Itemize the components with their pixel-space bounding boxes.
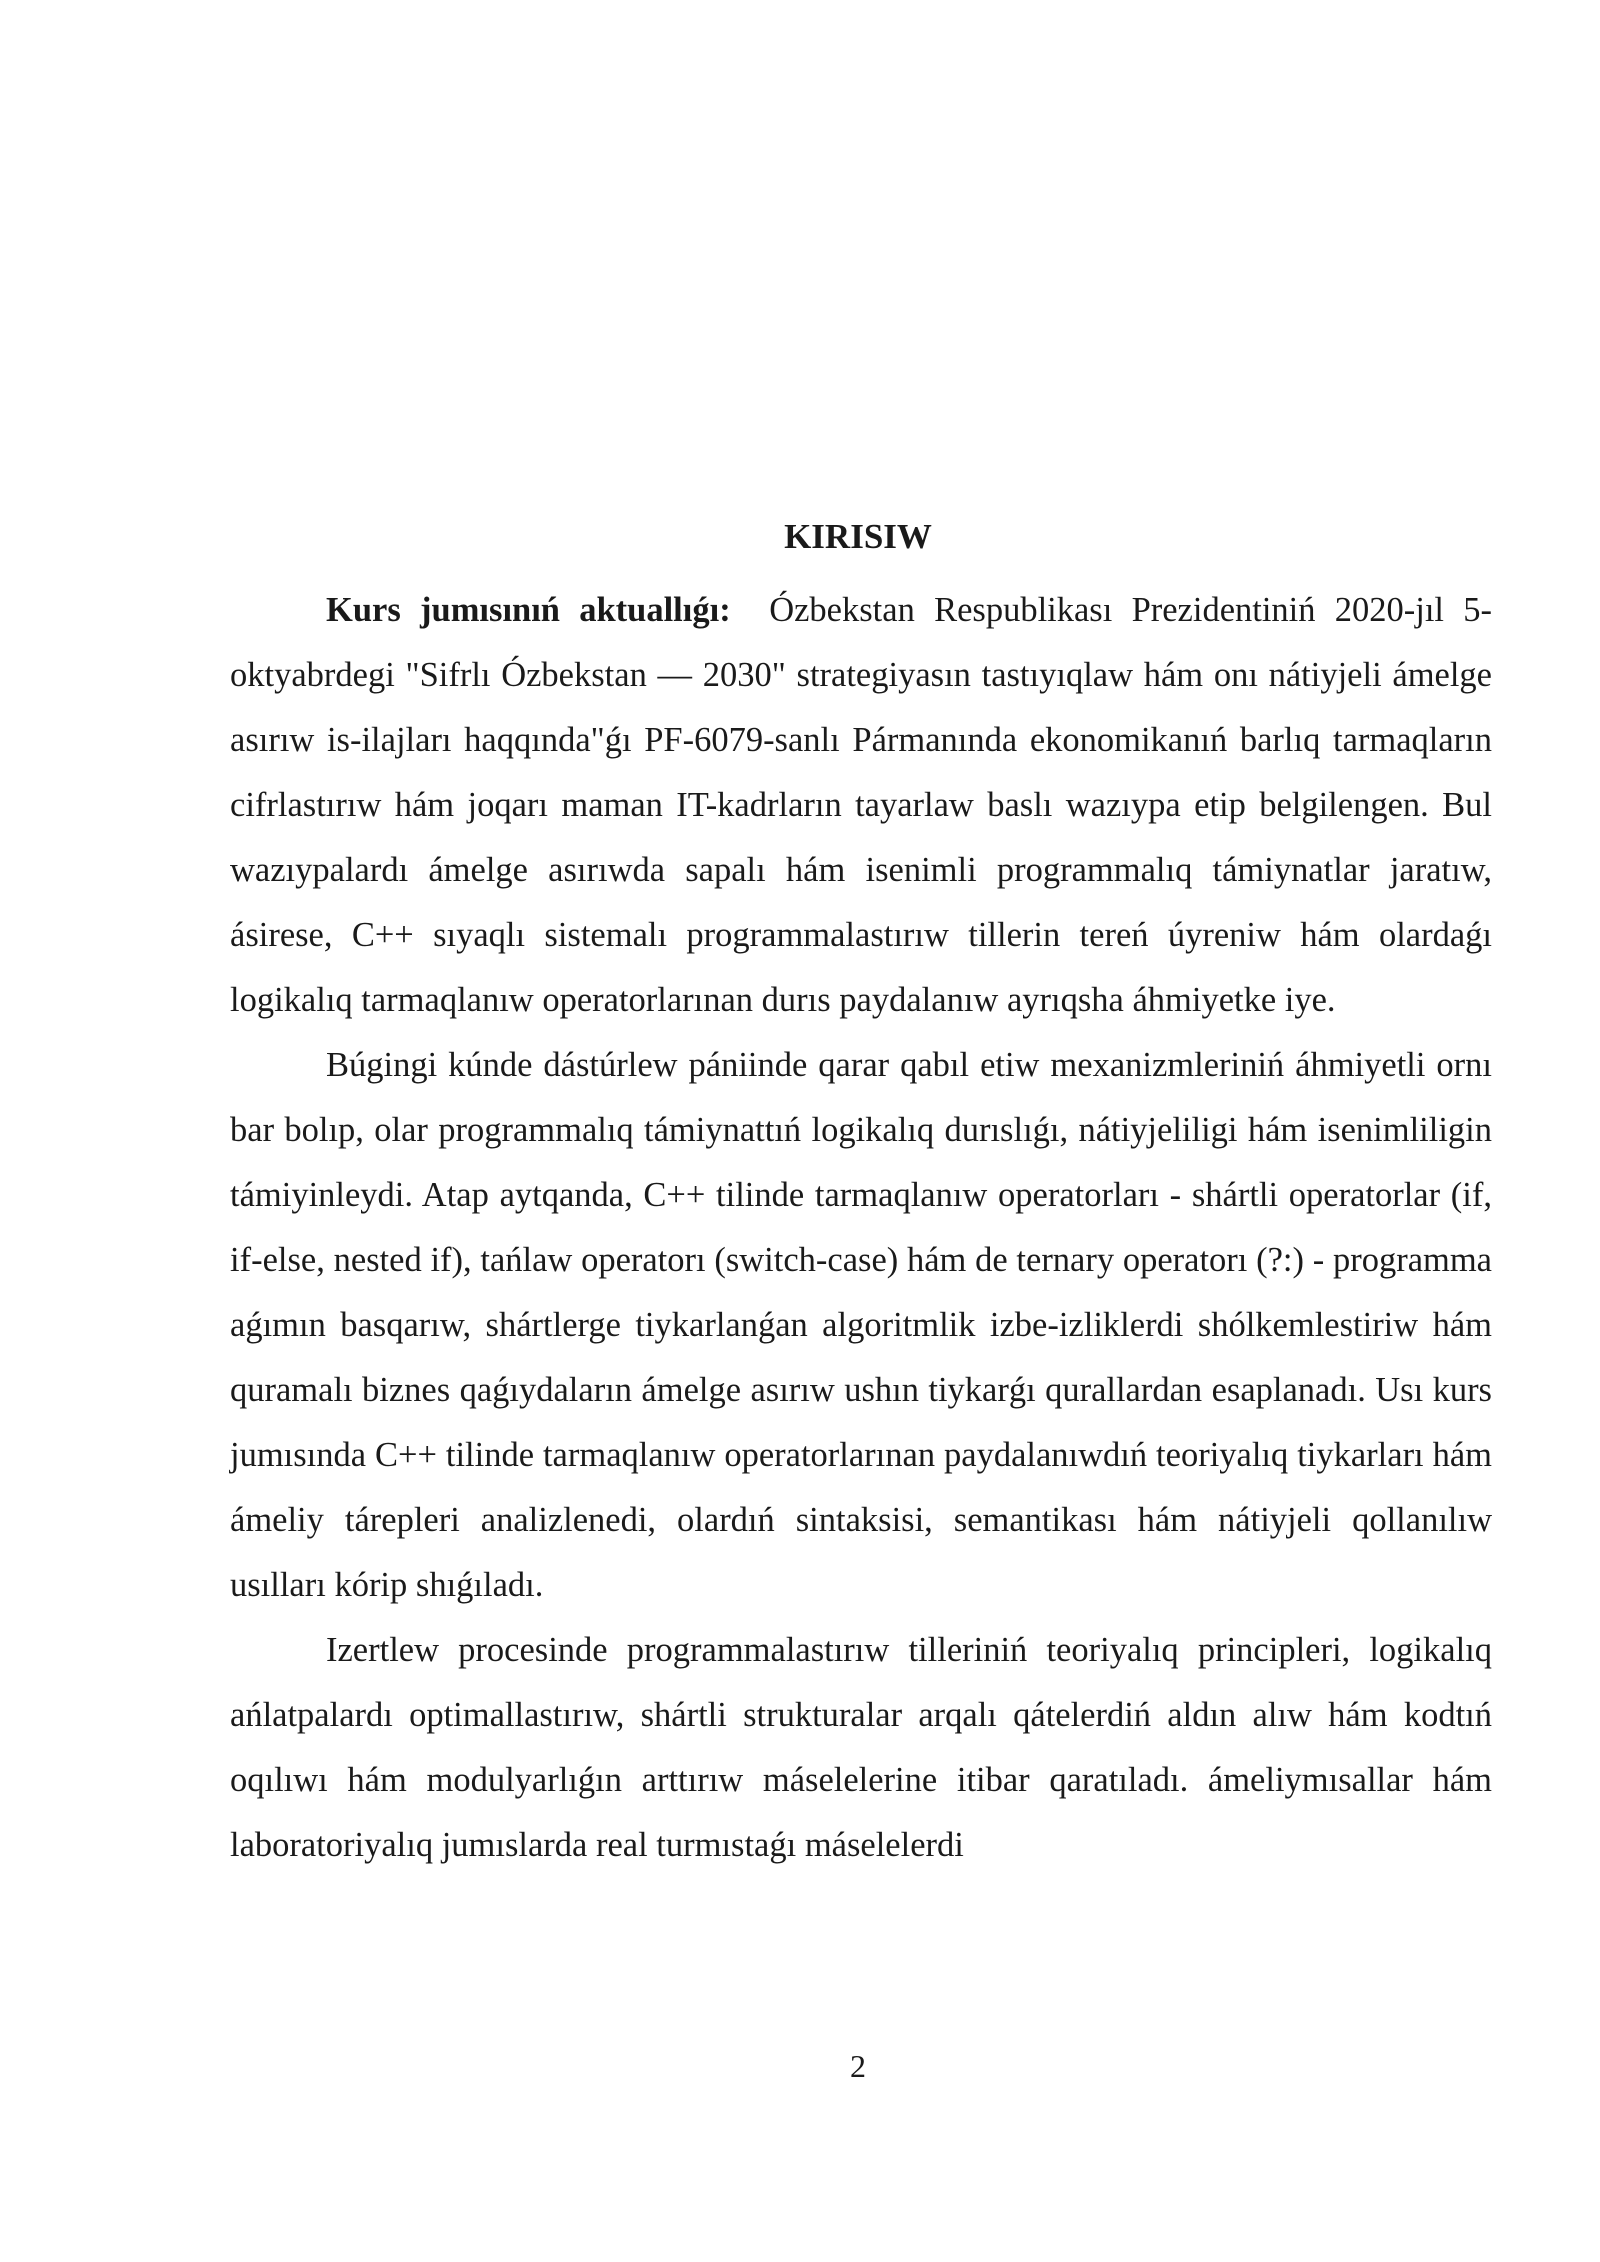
page-title: KIRISIW (784, 517, 932, 556)
paragraph-branching-operators: Búgingi kúnde dástúrlew pániinde qarar qabıl etiw mexanizmleriniń áhmiyetli ornı bar bolıp, olar programmalıq támiynattıń logikalıq durıslıǵı, nátiyjeliligi hám isenimliligin támiyinleydi. Atap aytqanda, C++ tilinde tarmaqlanıw operatorları - shártli operatorlar (if, if-else, nested if), tańlaw operatorı (switch-case) hám de ternary operatorı (?:) - programma aǵımın basqarıw, shártlerge tiykarlanǵan algoritmlik izbe-izliklerdi shólkemlestiriw hám quramalı biznes qaǵıydaların ámelge asırıw ushın tiykarǵı qurallardan esaplanadı. Usı kurs jumısında C++ tilinde tarmaqlanıw operatorlarınan paydalanıwdıń teoriyalıq tiykarları hám ámeliy tárepleri analizlenedi, olardıń sintaksisi, semantikası hám nátiyjeli qollanılıw usılları kórip shıǵıladı. (230, 1046, 1492, 1604)
paragraph-research-process: Izertlew procesinde programmalastırıw tilleriniń teoriyalıq principleri, logikalıq ańlatpalardı optimallastırıw, shártli strukturalar arqalı qátelerdiń aldın alıw hám kodtıń oqılıwı hám modulyarlıǵın arttırıw máselelerine itibar qaratıladı. ámeliymısallar hám laboratoriyalıq jumıslarda real turmıstaǵı máselelerdi (230, 1631, 1492, 1864)
paragraph-lead-label: Kurs jumısınıń aktuallıǵı: (326, 591, 731, 629)
paragraph-text: Ózbekstan Respublikası Prezidentiniń 2020-jıl 5-oktyabrdegi "Sifrlı Ózbekstan — 2030" strategiyasın tastıyıqlaw hám onı nátiyjeli ámelge asırıw is-ilajları haqqında"ǵı PF-6079-sanlı Pármanında ekonomikanıń barlıq tarmaqların cifrlastırıw hám joqarı maman IT-kadrların tayarlaw baslı wazıypa etip belgilengen. Bul wazıypalardı ámelge asırıwda sapalı hám isenimli programmalıq támiynatlar jaratıw, ásirese, C++ sıyaqlı sistemalı programmalastırıw tillerin tereń úyreniw hám olardaǵı logikalıq tarmaqlanıw operatorlarınan durıs paydalanıw ayrıqsha áhmiyetke iye. (230, 591, 1493, 1019)
document-body (230, 578, 1492, 1878)
page-number: 2 (850, 2048, 866, 2084)
paragraph-actuality (230, 578, 1492, 1033)
